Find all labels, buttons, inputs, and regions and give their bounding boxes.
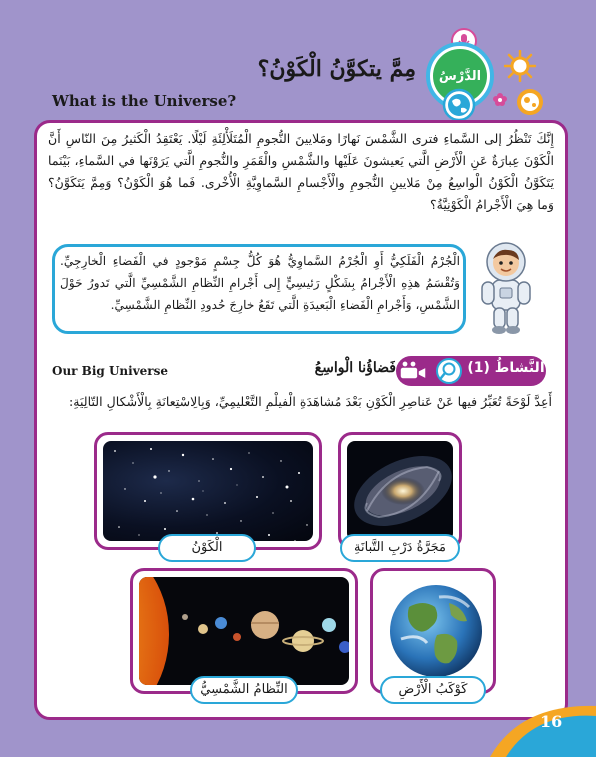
galaxy-image-card (338, 432, 462, 550)
section-title-english: What is the Universe? (52, 92, 237, 110)
page-corner-decoration (470, 704, 596, 757)
globe-icon (442, 88, 476, 122)
solar-system-image (139, 577, 349, 685)
activity-title: فَضاؤُنا الْواسِعُ (314, 360, 396, 376)
universe-image (103, 441, 313, 541)
lesson-badge-label: الدَّرْسُ (433, 49, 487, 103)
sun-icon (504, 50, 536, 82)
video-camera-icon (398, 360, 428, 382)
milky-way-image (347, 441, 453, 541)
astronaut-icon (476, 240, 536, 334)
lesson-title: مِمَّ يتكوَّنُ الْكَوْنُ؟ (257, 56, 416, 82)
earth-image (379, 577, 487, 685)
intro-paragraph: إِنَّكَ تَنْظُرُ إلى السَّماءِ فترى الشَّمْسَ نَهارًا ومَلايينَ النُّجومِ الْمُتَلَأْلِئَةِ لَيْلًا. يَعْتَقِدُ الْكَثيرُ مِنَ النّاسِ أَنَّ الْكَوْنَ عِبارَةٌ عَنِ الْأَرْضِ الَّتي يَعيشونَ عَلَيْها والشَّمْسِ والْقَمَرِ والنُّجومِ الَّتي يَرَوْنَها في السَّماءِ، بَيْنَما يَتَكَوَّنُ الْكَوْنُ الْواسِعُ مِنْ مَلايينِ النُّجومِ والْأَجْسامِ السَّماوِيَّةِ الْأُخْرى. فَما هُوَ الْكَوْنُ؟ وَمِمَّ يَتَكَوَّنُ؟ وَما هِيَ الْأَجْرامُ الْكَوْنِيَّةُ؟ (48, 131, 554, 212)
activity-label: النَّشاطُ (1) (467, 360, 545, 376)
page-number: 16 (540, 712, 563, 731)
universe-image-card (94, 432, 322, 550)
galaxy-caption: مَجَرَّةُ دَرْبِ التَّبانَةِ (340, 534, 460, 562)
decorative-flowers-icon (490, 86, 550, 118)
definition-text: الْجُرْمُ الْفَلَكِيُّ أَوِ الْجُرْمُ السَّماوِيُّ هُوَ كُلُّ جِسْمٍ مَوْجودٍ في الْفَضاءِ الْخارِجِيِّ. وَتُقْسَمُ هذِهِ الْأَجْرامُ بِشَكْلٍ رَئيسِيٍّ إِلى أَجْرامِ النِّظامِ الشَّمْسِيِّ الَّتي تَدورُ حَوْلَ الشَّمْسِ، وَأَجْرامِ الْفَضاءِ الْبَعيدَةِ الَّتي تَقَعُ خارِجَ حُدودِ النِّظامِ الشَّمْسِيِّ. (60, 254, 460, 312)
universe-caption: الْكَوْنُ (158, 534, 256, 562)
activity-title-english: Our Big Universe (52, 364, 169, 378)
magnifier-icon (436, 358, 462, 384)
solar-system-caption: النِّظامُ الشَّمْسِيُّ (190, 676, 298, 704)
earth-caption: كَوْكَبُ الْأَرْضِ (380, 676, 486, 704)
activity-instruction: أَعِدَّ لَوْحَةً تُعَبِّرُ فيها عَنْ عَناصِرِ الْكَوْنِ بَعْدَ مُشاهَدَةِ الْفيلْمِ التَّعْليمِيِّ، وَبِالِاسْتِعانَةِ بِالْأَشْكالِ التّالِيَةِ: (69, 394, 552, 409)
stars-image (103, 441, 313, 541)
